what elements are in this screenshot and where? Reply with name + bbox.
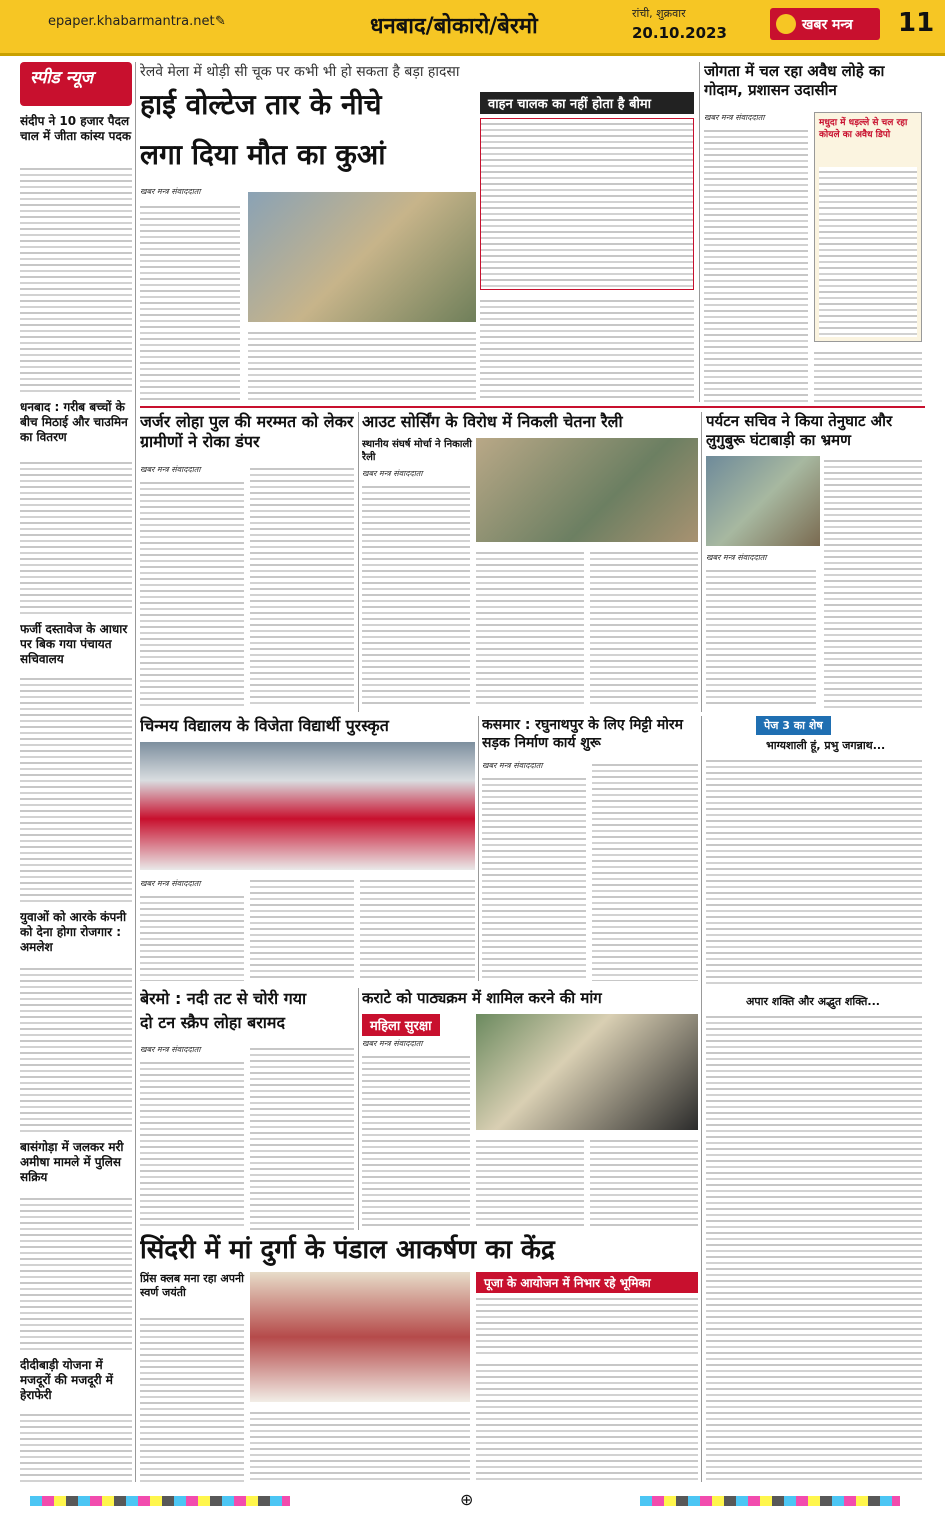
article-body [140,1058,244,1230]
article-body [590,548,698,708]
side-box-body [819,167,917,337]
tourism-photo [706,456,820,546]
story-byline: खबर मन्त्र संवाददाता [482,761,543,770]
section-title: धनबाद/बोकारो/बेरमो [370,14,538,39]
article-body [20,458,132,618]
article-body [20,164,132,394]
logo-text: खबर मन्त्र [802,17,853,33]
story-headline: कराटे को पाठ्यक्रम में शामिल करने की मांग [362,989,602,1007]
article-body [248,328,476,402]
side-box [814,112,922,342]
speed-news-item-title: दीदीबाड़ी योजना में मजदूरों की मजदूरी में हेराफेरी [20,1358,113,1402]
color-bar [30,1496,290,1506]
lead-headline: हाई वोल्टेज तार के नीचे [140,88,382,121]
outsourcing-story [362,412,698,712]
speed-news-item-title: संदीप ने 10 हजार पैदल चाल में जीता कांस्य पदक [20,114,132,143]
page-footer [0,1486,945,1517]
article-body [362,1052,470,1230]
article-body [704,126,808,402]
brand-logo [770,8,880,40]
jogta-story [704,62,922,402]
karate-photo [476,1014,698,1130]
sindri-story [140,1234,698,1482]
story-headline: जोगता में चल रहा अवैध लोहे का गोदाम, प्रशासन उदासीन [704,62,885,99]
issue-date: 20.10.2023 [632,24,727,42]
article-body [250,1408,470,1482]
speed-news-badge: स्पीड न्यूज [20,62,132,106]
story-byline: खबर मन्त्र संवाददाता [362,469,423,478]
chinmaya-story [140,716,475,981]
story-headline: सिंदरी में मां दुर्गा के पंडाल आकर्षण का केंद्र [140,1235,555,1265]
continuation-title: भाग्यशाली हूं, प्रभु जगन्नाथ... [766,739,886,752]
article-body [140,1314,244,1482]
logo-icon [776,14,796,34]
story-headline: कसमार : रघुनाथपुर के लिए मिट्टी मोरम सड़क निर्माण कार्य शुरू [482,717,683,751]
column-divider [478,716,479,981]
site-url[interactable]: epaper.khabarmantra.net [48,14,215,29]
story-headline: बेरमो : नदी तट से चोरी गया [140,989,307,1008]
story-headline: आउट सोर्सिंग के विरोध में निकली चेतना रैली [362,412,623,431]
side-box-title: पूजा के आयोजन में निभार रहे भूमिका [476,1272,698,1293]
story-byline: खबर मन्त्र संवाददाता [140,879,201,888]
side-box-title: मधुदा में धड़ल्ले से चल रहा कोयले का अवैध डिपो [819,118,908,140]
article-body [706,756,922,988]
article-body [590,1136,698,1230]
speed-news-item-title: युवाओं को आरके कंपनी को देना होगा रोजगार : अमलेश [20,910,127,954]
article-body [20,674,132,906]
bermo-story [140,988,355,1230]
article-body [140,892,244,981]
article-body [140,478,244,708]
column-divider [358,412,359,712]
article-body [476,1136,584,1230]
column-divider [701,716,702,1482]
article-body [480,296,694,402]
page3-tag: पेज 3 का शेष [756,716,831,735]
city-day: रांची, शुक्रवार [632,7,686,20]
story-headline: चिन्मय विद्यालय के विजेता विद्यार्थी पुरस्कृत [140,716,389,735]
side-box-body [480,118,694,290]
page-number: 11 [898,8,935,38]
story-byline: खबर मन्त्र संवाददाता [362,1039,423,1048]
article-body [362,482,470,708]
road-story [482,716,698,981]
article-body [250,1044,354,1230]
article-body [814,348,922,402]
lead-kicker: रेलवे मेला में थोड़ी सी चूक पर कभी भी हो सकता है बड़ा हादसा [140,64,460,80]
continuation-title: अपार शक्ति और अद्भुत शक्ति... [746,995,880,1008]
students-photo [140,742,475,870]
column-divider [135,62,136,1482]
story-byline: खबर मन्त्र संवाददाता [706,553,767,562]
story-byline: खबर मन्त्र संवाददाता [140,465,201,474]
speed-news-item-title: धनबाद : गरीब बच्चों के बीच मिठाई और चाउमिन का वितरण [20,400,128,444]
side-box-title: वाहन चालक का नहीं होता है बीमा [480,92,694,114]
article-body [360,876,475,981]
column-divider [358,988,359,1230]
story-headline: दो टन स्क्रैप लोहा बरामद [140,1013,285,1032]
column-divider [701,412,702,712]
story-tag: महिला सुरक्षा [362,1014,440,1036]
article-body [476,1360,698,1482]
bridge-story [140,412,355,712]
article-body [250,464,354,708]
lead-byline: खबर मन्त्र संवाददाता [140,187,201,196]
article-body [824,456,922,708]
story-byline: खबर मन्त्र संवाददाता [140,1045,201,1054]
tourism-story [706,412,922,712]
page-header [0,0,945,56]
cursor-icon: ✎ [215,14,226,29]
article-body [592,760,698,981]
article-body [482,774,586,981]
story-subhead: स्थानीय संघर्ष मोर्चा ने निकाली रैली [362,439,472,463]
article-body [250,876,354,981]
lead-story [140,62,695,402]
pandal-photo [250,1272,470,1402]
side-box-body [476,1294,698,1354]
speed-news-item-title: बासंगोड़ा में जलकर मरी अमीषा मामले में पुलिस सक्रिय [20,1140,124,1184]
story-byline: खबर मन्त्र संवाददाता [704,113,765,122]
speed-news-column [20,62,132,1482]
lead-headline: लगा दिया मौत का कुआं [140,138,386,171]
registration-mark-icon: ⊕ [460,1490,474,1509]
article-body [20,1410,132,1482]
karate-story [362,988,698,1230]
color-bar [640,1496,900,1506]
article-body [140,202,240,402]
ferris-wheel-photo [248,192,476,322]
column-divider [699,62,700,402]
article-body [706,1012,922,1482]
speed-news-item-title: फर्जी दस्तावेज के आधार पर बिक गया पंचायत सचिवालय [20,622,128,666]
page3-continuation [706,716,922,1482]
story-headline: पर्यटन सचिव ने किया तेनुघाट और लुगुबुरू घंटाबाड़ी का भ्रमण [706,412,893,449]
article-body [706,566,816,708]
article-body [20,964,132,1134]
rally-photo [476,438,698,542]
story-headline: जर्जर लोहा पुल की मरम्मत को लेकर ग्रामीणों ने रोका डंपर [140,412,354,451]
section-rule [140,406,925,408]
article-body [20,1194,132,1354]
article-body [476,548,584,708]
story-subhead: प्रिंस क्लब मना रहा अपनी स्वर्ण जयंती [140,1272,244,1299]
